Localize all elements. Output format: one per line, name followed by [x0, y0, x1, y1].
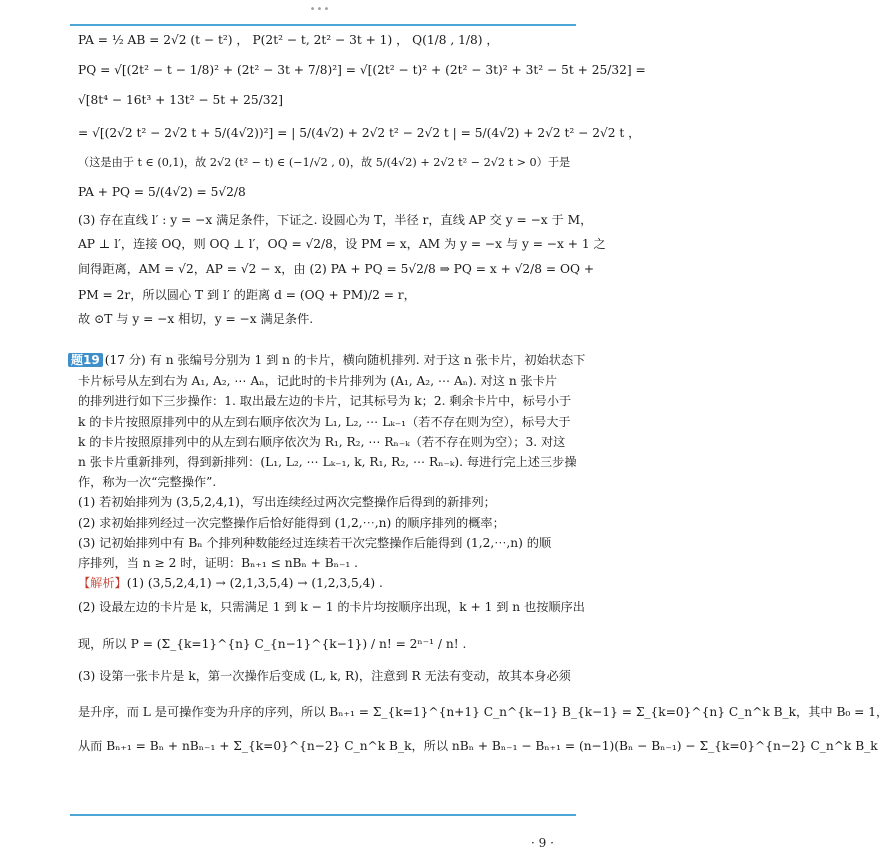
line-text: = √[(2√2 t² − 2√2 t + 5/(4√2))²] = | 5/(4√2) + 2√2 t² − 2√2 t | = 5/(4√2) + 2√2 t² − 2√2 t ， — [78, 125, 641, 140]
line-text: PQ = √[(2t² − t − 1/8)² + (2t² − 3t + 7/8)²] = √[(2t² − t)² + (2t² − 3t)² + 3t² − 5t + 25/32] = — [78, 63, 646, 78]
line-text: (1) 若初始排列为 (3,5,2,4,1)，写出连续经过两次完整操作后得到的新排列； — [78, 495, 496, 510]
text-line — [78, 456, 578, 468]
text-line — [78, 395, 578, 407]
line-text: PA = ½ AB = 2√2 (t − t²) ， P(2t² − t, 2t² − 3t + 1) ， Q(1/8 , 1/8) ， — [78, 33, 499, 47]
line-text: 卡片标号从左到右为 A₁, A₂, ⋯ Aₙ，记此时的卡片排列为 (A₁, A₂, ⋯ Aₙ). 对这 n 张卡片 — [78, 374, 558, 389]
line-text: 的排列进行如下三步操作：1. 取出最左边的卡片，记其标号为 k；2. 剩余卡片中，标号小于 — [78, 394, 572, 409]
text-line — [78, 638, 578, 650]
line-text: (17 分) 有 n 张编号分别为 1 到 n 的卡片，横向随机排列. 对于这 n 张卡片，初始状态下 — [104, 353, 586, 368]
line-text: √[8t⁴ − 16t³ + 13t² − 5t + 25/32] — [78, 93, 284, 108]
line-text: n 张卡片重新排列，得到新排列：(L₁, L₂, ⋯ Lₖ₋₁, k, R₁, R₂, ⋯ Rₙ₋ₖ). 每进行完上述三步操 — [78, 455, 577, 470]
line-text: 现，所以 P = (Σ_{k=1}^{n} C_{n−1}^{k−1}) / n! = 2ⁿ⁻¹ / n! . — [78, 636, 467, 651]
text-line — [78, 94, 578, 106]
text-line — [78, 416, 578, 428]
line-text: 序排列，当 n ≥ 2 时，证明：Bₙ₊₁ ≤ nBₙ + Bₙ₋₁ . — [78, 556, 359, 571]
line-text: (2) 求初始排列经过一次完整操作后恰好能得到 (1,2,⋯,n) 的顺序排列的概率； — [78, 515, 505, 530]
text-line — [78, 476, 578, 488]
text-line — [78, 34, 578, 46]
line-text: (3) 设第一张卡片是 k，第一次操作后变成 (L, k, R)，注意到 R 无法有变动，故其本身必须 — [78, 668, 571, 683]
text-line — [78, 739, 878, 754]
header-rule — [70, 24, 576, 26]
text-line — [78, 537, 578, 549]
more-options-dots-icon[interactable]: ••• — [309, 4, 331, 15]
text-line — [78, 125, 641, 140]
line-text: (1) (3,5,2,4,1) → (2,1,3,5,4) → (1,2,3,5,4) . — [126, 576, 383, 591]
text-line — [78, 496, 578, 508]
text-line — [78, 557, 578, 569]
solution-label: 【解析】 — [78, 576, 127, 591]
text-line — [78, 375, 578, 387]
text-line — [78, 261, 595, 276]
text-line — [78, 213, 593, 228]
text-line — [78, 577, 578, 589]
text-line — [78, 436, 578, 448]
text-line — [78, 237, 606, 252]
question-number-badge: 题19 — [68, 353, 103, 367]
page-number: · 9 · — [531, 836, 554, 850]
line-text: 作，称为一次“完整操作”. — [78, 475, 217, 490]
line-text: k 的卡片按照原排列中的从左到右顺序依次为 R₁, R₂, ⋯ Rₙ₋ₖ（若不存在则为空）；3. 对这 — [78, 434, 566, 449]
line-text: k 的卡片按照原排列中的从左到右顺序依次为 L₁, L₂, ⋯ Lₖ₋₁（若不存在则为空），标号大于 — [78, 414, 571, 429]
line-text: PM = 2r，所以圆心 T 到 l′ 的距离 d = (OQ + PM)/2 = r， — [78, 287, 416, 302]
line-text: （这是由于 t ∈ (0,1)，故 2√2 (t² − t) ∈ (−1/√2 , 0)，故 5/(4√2) + 2√2 t² − 2√2 t > 0）于是 — [78, 155, 571, 169]
text-line — [78, 705, 888, 720]
line-text: (2) 设最左边的卡片是 k，只需满足 1 到 k − 1 的卡片均按顺序出现，k + 1 到 n 也按顺序出 — [78, 600, 585, 615]
line-text: AP ⊥ l′，连接 OQ，则 OQ ⊥ l′，OQ = √2/8，设 PM = x，AM 为 y = −x 与 y = −x + 1 之 — [78, 237, 606, 252]
text-line — [78, 517, 578, 529]
text-line — [78, 289, 578, 301]
text-line — [78, 186, 578, 198]
line-text: (3) 记初始排列中有 Bₙ 个排列种数能经过连续若干次完整操作后能得到 (1,2,⋯,n) 的顺 — [78, 535, 552, 550]
text-line — [71, 353, 586, 368]
document-page — [71, 28, 888, 754]
line-text: (3) 存在直线 l′ : y = −x 满足条件，下证之. 设圆心为 T，半径 r，直线 AP 交 y = −x 于 M， — [78, 213, 593, 228]
line-text: 是升序，而 L 是可操作变为升序的序列，所以 Bₙ₊₁ = Σ_{k=1}^{n+1} C_n^{k−1} B_{k−1} = Σ_{k=0}^{n} C_n^k B_k，其中 B₀ = 1， — [78, 705, 888, 720]
text-line — [78, 63, 646, 78]
text-line — [78, 670, 578, 682]
line-text: 间得距离，AM = √2，AP = √2 − x，由 (2) PA + PQ = 5√2/8 ⇒ PQ = x + √2/8 = OQ + — [78, 261, 595, 276]
text-line — [78, 600, 585, 615]
line-text: 从而 Bₙ₊₁ = Bₙ + nBₙ₋₁ + Σ_{k=0}^{n−2} C_n^k B_k，所以 nBₙ + Bₙ₋₁ − Bₙ₊₁ = (n−1)(Bₙ − Bₙ₋₁) − Σ_{k=0}^{n−2} C_n^k B_k — [78, 739, 878, 754]
text-line — [78, 157, 578, 168]
line-text: PA + PQ = 5/(4√2) = 5√2/8 — [78, 185, 246, 200]
text-line — [78, 313, 578, 325]
footer-rule — [70, 814, 576, 816]
line-text: 故 ⊙T 与 y = −x 相切，y = −x 满足条件. — [78, 312, 314, 327]
